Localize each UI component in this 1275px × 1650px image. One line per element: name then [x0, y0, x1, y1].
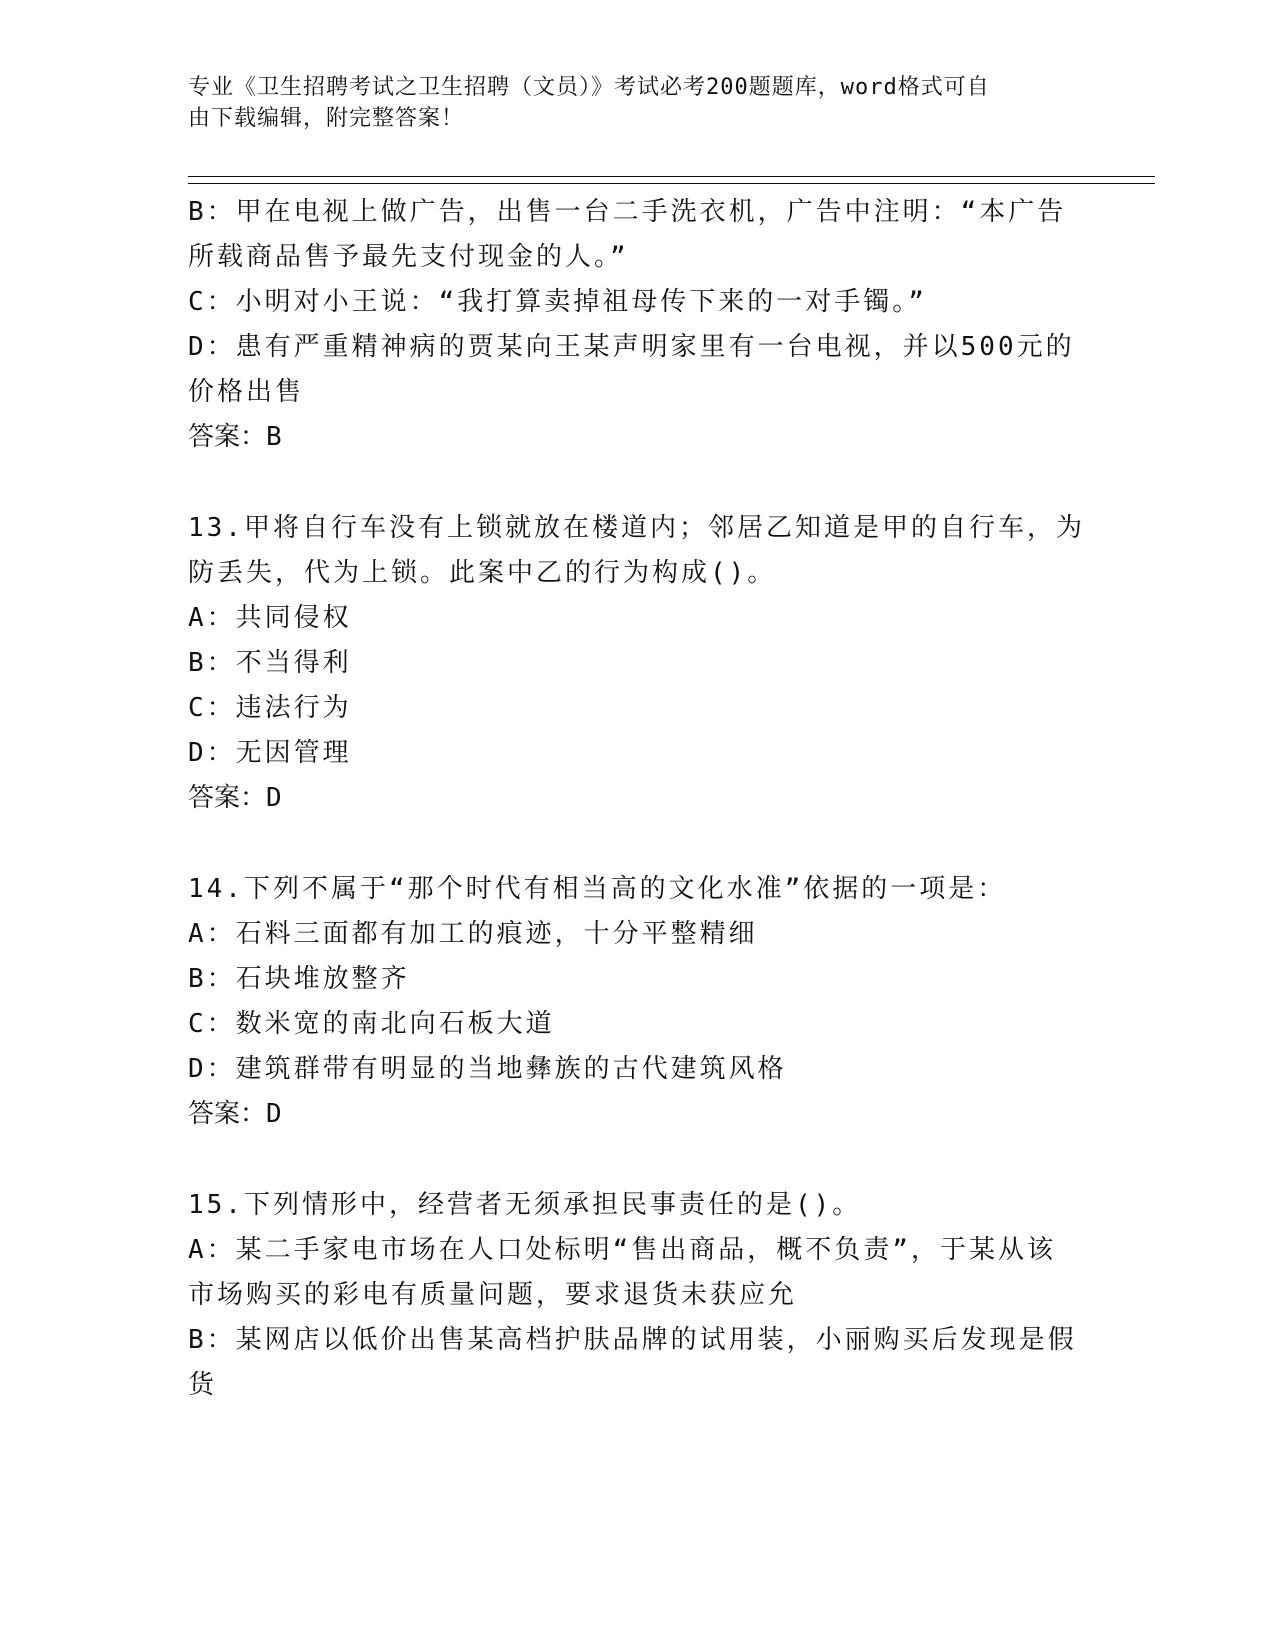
answer-value: B [266, 422, 285, 452]
option-d: D：建筑群带有明显的当地彝族的古代建筑风格 [188, 1054, 787, 1084]
option-a-line: A：某二手家电市场在人口处标明“售出商品，概不负责”，于某从该 [188, 1235, 1056, 1265]
question-15 [188, 1183, 1088, 1408]
question-stem-line: 15.下列情形中，经营者无须承担民事责任的是()。 [188, 1190, 862, 1220]
header-divider-top [188, 176, 1155, 177]
answer-value: D [266, 1099, 285, 1129]
option-c: C：数米宽的南北向石板大道 [188, 1009, 555, 1039]
option-b-line: B：甲在电视上做广告，出售一台二手洗衣机，广告中注明：“本广告 [188, 197, 1067, 227]
option-d: D：无因管理 [188, 738, 352, 768]
document-header [188, 72, 1068, 134]
option-d-line: D：患有严重精神病的贾某向王某声明家里有一台电视，并以500元的 [188, 332, 1075, 362]
option-a: A：石料三面都有加工的痕迹，十分平整精细 [188, 919, 758, 949]
option-c: C：小明对小王说：“我打算卖掉祖母传下来的一对手镯。” [188, 287, 927, 317]
option-b-line: B：某网店以低价出售某高档护肤品牌的试用装，小丽购买后发现是假 [188, 1325, 1077, 1355]
header-line-2: 由下载编辑，附完整答案！ [188, 106, 465, 131]
option-d-line: 价格出售 [188, 377, 305, 407]
question-13 [188, 506, 1088, 821]
answer [188, 1092, 1088, 1137]
header-divider-bottom [188, 183, 1155, 184]
option-a-line: 市场购买的彩电有质量问题，要求退货未获应允 [188, 1280, 798, 1310]
option-b: B：不当得利 [188, 648, 352, 678]
answer-value: D [266, 783, 285, 813]
option-a: A：共同侵权 [188, 603, 352, 633]
option-b-line: 货 [188, 1370, 218, 1400]
question-14 [188, 867, 1088, 1137]
answer-label: 答案： [188, 422, 267, 452]
question-stem-line: 14.下列不属于“那个时代有相当高的文化水准”依据的一项是： [188, 874, 1007, 904]
question-12 [188, 190, 1088, 460]
answer [188, 776, 1088, 821]
option-b: B：石块堆放整齐 [188, 964, 410, 994]
answer-label: 答案： [188, 783, 267, 813]
question-stem-line: 防丢失，代为上锁。此案中乙的行为构成()。 [188, 558, 777, 588]
question-list [188, 190, 1088, 1408]
answer [188, 415, 1088, 460]
answer-label: 答案： [188, 1099, 267, 1129]
header-line-1: 专业《卫生招聘考试之卫生招聘（文员）》考试必考200题题库，word格式可自 [188, 75, 990, 100]
option-c: C：违法行为 [188, 693, 352, 723]
option-b-line: 所载商品售予最先支付现金的人。” [188, 242, 629, 272]
question-stem-line: 13.甲将自行车没有上锁就放在楼道内；邻居乙知道是甲的自行车，为 [188, 513, 1085, 543]
